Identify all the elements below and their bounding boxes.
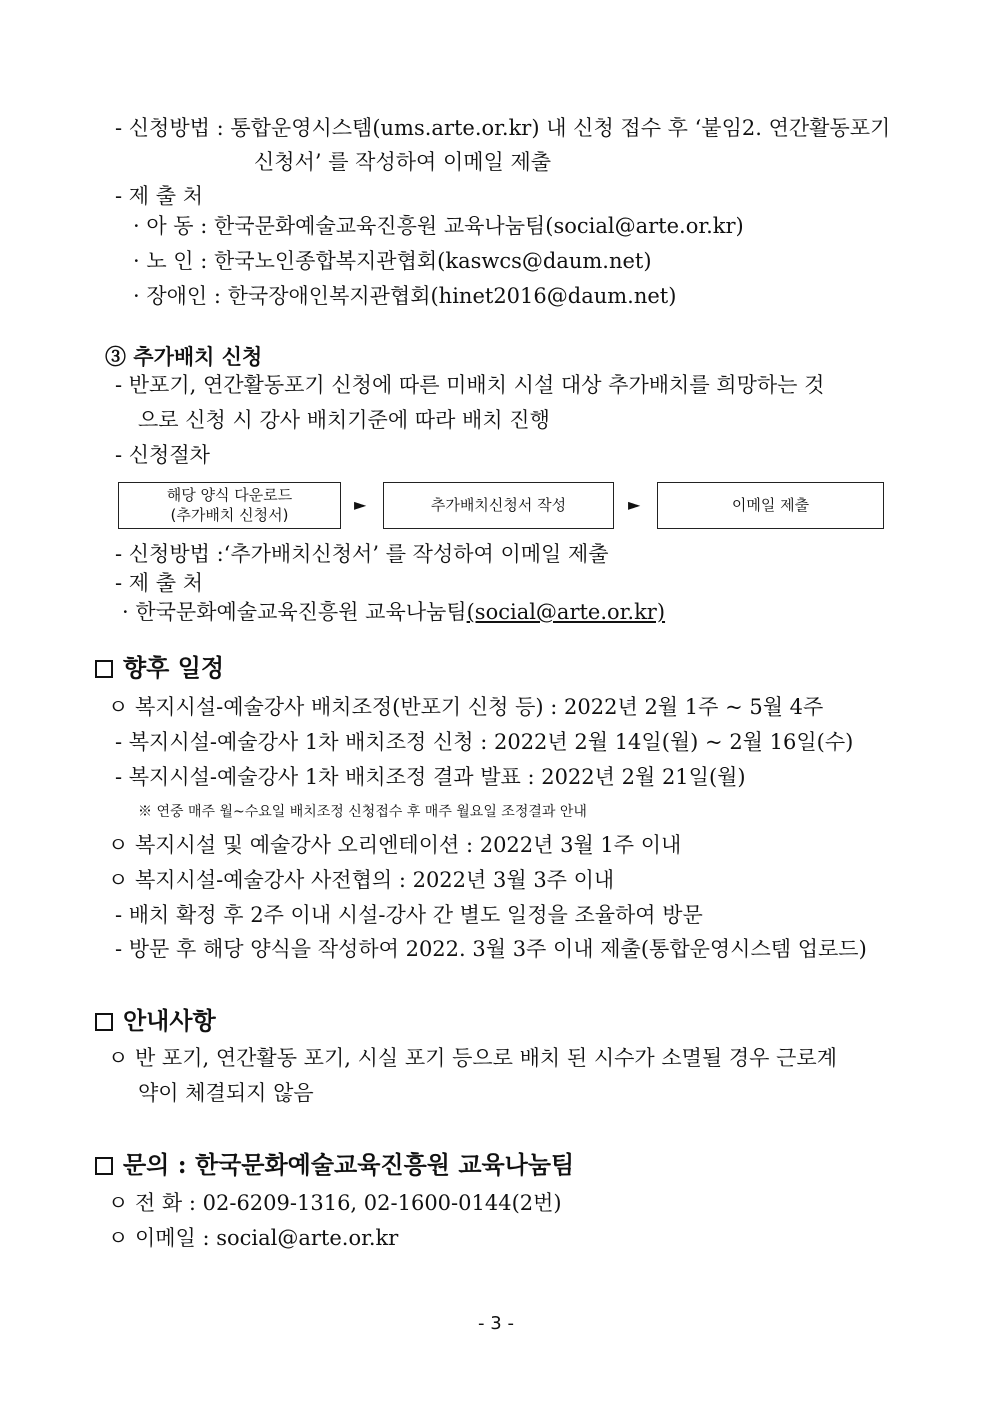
schedule-item: ㅇ 복지시설-예술강사 배치조정(반포기 신청 등) : 2022년 2월 1주 ~ 5월 4주 [108, 695, 824, 719]
notice-line-1: ㅇ 반 포기, 연간활동 포기, 시실 포기 등으로 배치 된 시수가 소멸될 경우 근로계 [108, 1046, 837, 1070]
method-line-cont: 신청서’ 를 작성하여 이메일 제출 [254, 150, 552, 174]
method-line: - 신청방법 : 통합운영시스템(ums.arte.or.kr) 내 신청 접수 후 ‘붙임2. 연간활동포기 [115, 116, 891, 140]
contact-heading [95, 1150, 574, 1180]
schedule-item: - 배치 확정 후 2주 이내 시설-강사 간 별도 일정을 조율하여 방문 [115, 903, 703, 927]
flow-step-download-line2: (추가배치 신청서) [170, 505, 289, 524]
notice-heading-text: 안내사항 [123, 1006, 216, 1035]
schedule-item: ㅇ 복지시설-예술강사 사전협의 : 2022년 3월 3주 이내 [108, 868, 615, 892]
checkbox-square-icon [95, 1013, 113, 1031]
schedule-item: - 복지시설-예술강사 1차 배치조정 신청 : 2022년 2월 14일(월) ~ 2월 16일(수) [115, 730, 854, 754]
flow-step-email-label: 이메일 제출 [731, 495, 810, 514]
contact-email: ㅇ 이메일 : social@arte.or.kr [108, 1226, 399, 1250]
flow-arrow-1: ► [354, 495, 367, 514]
submit-to-label: - 제 출 처 [115, 184, 203, 208]
additional-method: - 신청방법 :‘추가배치신청서’ 를 작성하여 이메일 제출 [115, 542, 609, 566]
schedule-item: - 복지시설-예술강사 1차 배치조정 결과 발표 : 2022년 2월 21일(월) [115, 765, 746, 789]
schedule-heading-text: 향후 일정 [123, 653, 225, 682]
additional-desc-2: 으로 신청 시 강사 배치기준에 따라 배치 진행 [138, 408, 550, 432]
notice-line-2: 약이 체결되지 않음 [138, 1081, 314, 1105]
contact-heading-text: 문의 : 한국문화예술교육진흥원 교육나눔팀 [123, 1150, 575, 1179]
contact-phone: ㅇ 전 화 : 02-6209-1316, 02-1600-0144(2번) [108, 1191, 562, 1215]
submit-elderly: · 노 인 : 한국노인종합복지관협회(kaswcs@daum.net) [133, 249, 652, 273]
additional-submit-label: - 제 출 처 [115, 571, 203, 595]
schedule-heading [95, 653, 224, 683]
additional-submit-org: · 한국문화예술교육진흥원 교육나눔팀 [122, 600, 467, 624]
schedule-note: ※ 연중 매주 월~수요일 배치조정 신청접수 후 매주 월요일 조정결과 안내 [138, 804, 587, 820]
flow-arrow-2: ► [628, 495, 641, 514]
flow-step-download-line1: 해당 양식 다운로드 [166, 486, 293, 504]
schedule-item: ㅇ 복지시설 및 예술강사 오리엔테이션 : 2022년 3월 1주 이내 [108, 833, 682, 857]
checkbox-square-icon [95, 1157, 113, 1175]
flow-step-email [657, 482, 884, 529]
flow-step-write [383, 482, 614, 529]
additional-submit-email: (social@arte.or.kr) [466, 600, 666, 624]
flow-step-download [118, 482, 341, 529]
additional-desc-1: - 반포기, 연간활동포기 신청에 따른 미배치 시설 대상 추가배치를 희망하는 것 [115, 373, 825, 397]
submit-disabled: · 장애인 : 한국장애인복지관협회(hinet2016@daum.net) [133, 284, 677, 308]
flow-step-write-label: 추가배치신청서 작성 [430, 495, 567, 514]
section-title-additional: ③ 추가배치 신청 [105, 344, 263, 369]
procedure-label: - 신청절차 [115, 443, 210, 467]
notice-heading [95, 1006, 216, 1036]
page-number: - 3 - [478, 1313, 514, 1334]
submit-child: · 아 동 : 한국문화예술교육진흥원 교육나눔팀(social@arte.or.kr) [133, 214, 744, 238]
schedule-item: - 방문 후 해당 양식을 작성하여 2022. 3월 3주 이내 제출(통합운영시스템 업로드) [115, 937, 867, 961]
checkbox-square-icon [95, 660, 113, 678]
additional-submit-line [122, 599, 665, 625]
